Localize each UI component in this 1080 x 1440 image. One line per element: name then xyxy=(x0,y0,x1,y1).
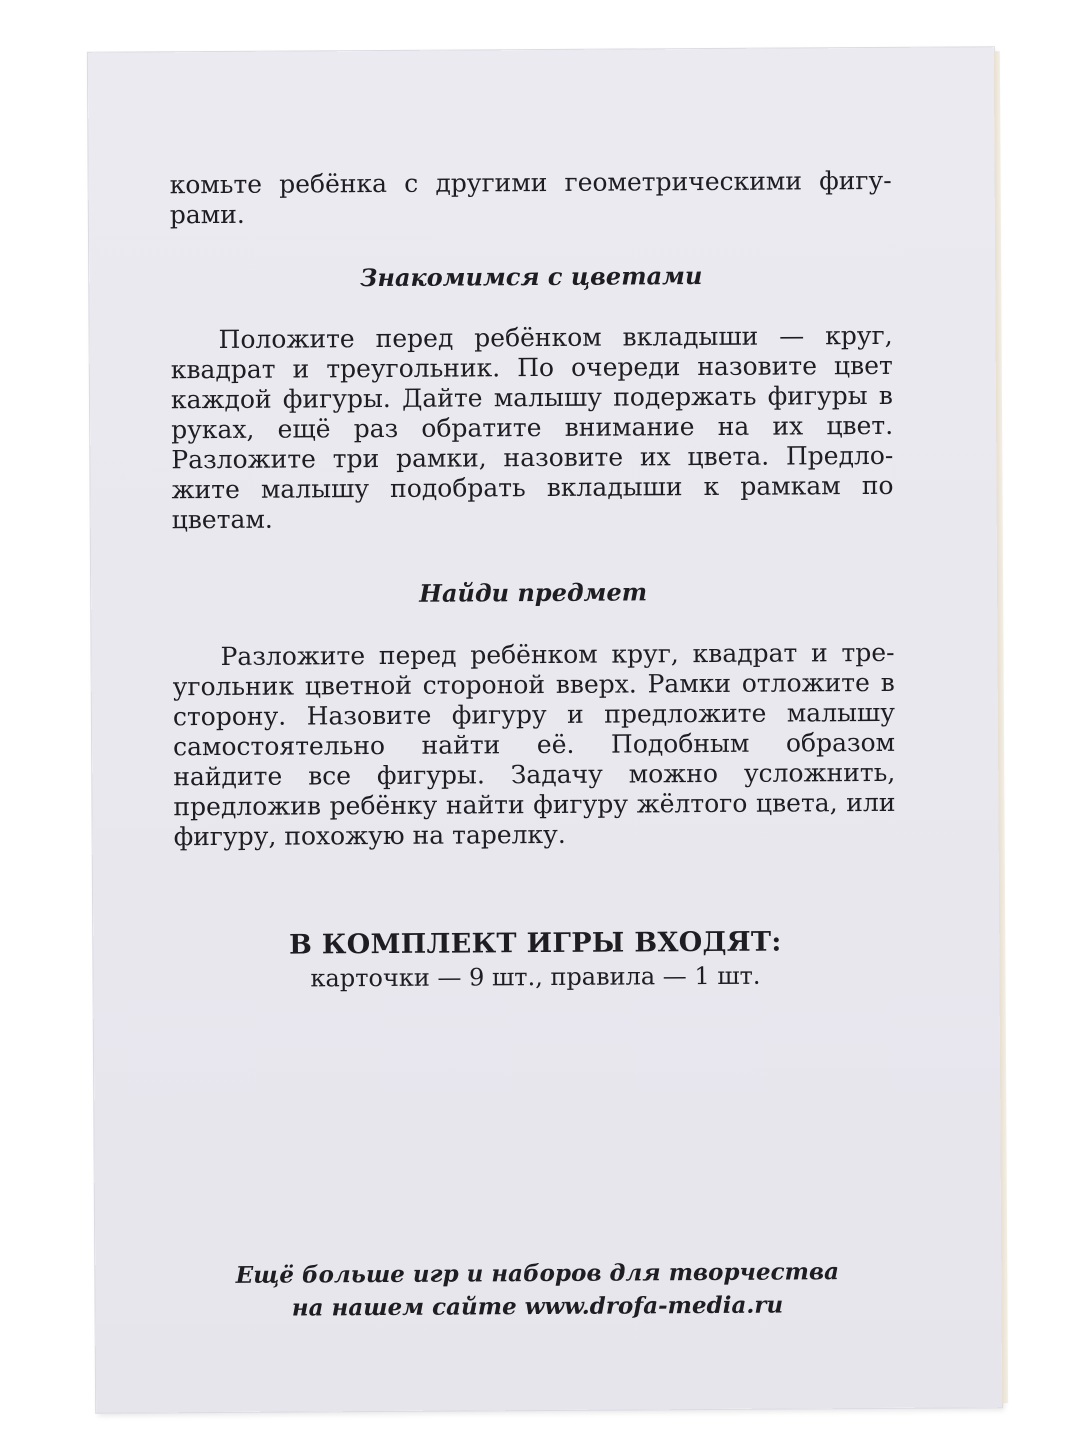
heading-find-object: Найди предмет xyxy=(419,577,648,608)
colors-block xyxy=(171,321,894,535)
colors-paragraph: Положите перед ребёнком вкладыши — круг, квадрат и треугольник. По очереди назовите цвет каждой фигуры. Дайте малышу подержать фигуры в руках, ещё раз обратите внимание на их цвет. Разложите три рамки, назовите их цвета. Предложите малышу подобрать вкладыши к рамкам по цветам. xyxy=(170,320,894,535)
footer-promo-line: Ещё больше игр и наборов для творчества xyxy=(235,1258,840,1289)
intro-block xyxy=(170,166,892,230)
intro-paragraph: комьте ребёнка с другими геометрическими фигурами. xyxy=(169,165,892,230)
kit-title: В КОМПЛЕКТ ИГРЫ ВХОДЯТ: xyxy=(288,926,782,961)
instruction-sheet xyxy=(88,47,1002,1413)
footer-website-line: на нашем сайте www.drofa-media.ru xyxy=(291,1291,784,1322)
heading-colors: Знакомимся с цветами xyxy=(360,261,703,293)
find-object-paragraph: Разложите перед ребёнком круг, квадрат и треугольник цветной стороной вверх. Рамки отложите в сторону. Назовите фигуру и предложите малышу самостоятельно найти её. Подобным образом найдите все фигуры. Задачу можно усложнить, предложив ребёнку найти фигуру жёлтого цвета, или фигуру, похожую на тарелку. xyxy=(172,637,896,852)
kit-contents: карточки — 9 шт., правила — 1 шт. xyxy=(310,961,761,993)
find-object-block xyxy=(172,638,895,852)
